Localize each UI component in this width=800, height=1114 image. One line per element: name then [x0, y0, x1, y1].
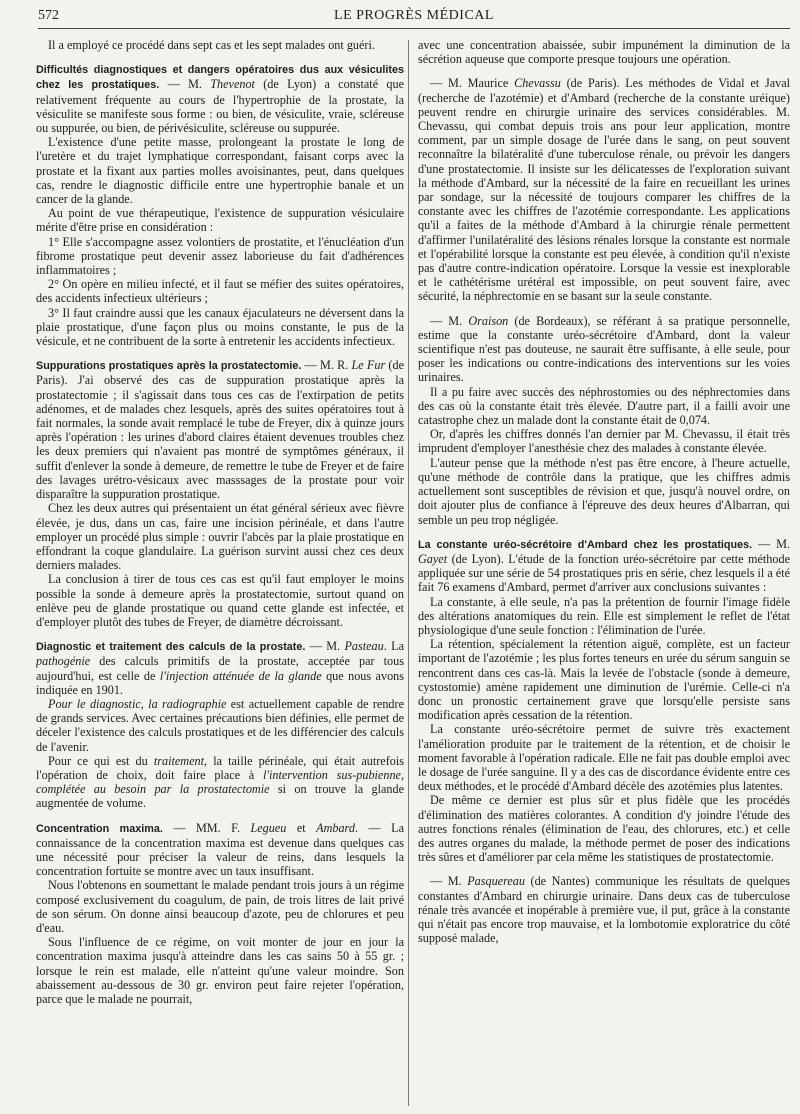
section-title: Diagnostic et traitement des calculs de la prostate.	[36, 641, 306, 654]
section-oraison	[418, 314, 790, 527]
paragraph	[418, 314, 790, 385]
dash: — M.	[752, 536, 790, 551]
author-name: Thevenot	[210, 77, 255, 92]
paragraph: L'auteur pense que la méthode n'est pas être encore, à l'heure actuelle, qu'une méthode de contrôle dans la pratique, que les chiffres admis actuellement sont susceptibles de révision et que, jusqu'à nouvel ordre, on doit ajouter plus de confiance à l'épreuve des deux heures d'Albarran, qui semble un peu trop négligée.	[418, 455, 790, 527]
paragraph: De même ce dernier est plus sûr et plus fidèle que les procédés d'élimination des matières colorantes. A condition d'y joindre l'étude des autres fonctions rénales (élimination de l'eau, des chlorures, etc.) et celle des autres organes du malade, la méthode permet de poser des indications très sûres et d'améliorer par cela même les statistiques de prostatectomie.	[418, 793, 790, 865]
section-title: Difficultés diagnostiques et dangers opératoires dus aux vésiculites chez les prostatiques.	[36, 64, 404, 92]
author-name: Legueu	[250, 820, 287, 835]
text: que nous avons indiquée en 1901.	[36, 668, 404, 697]
paragraph: Chez les deux autres qui présentaient un état général sérieux avec fièvre élevée, je dus, dans un cas, faire une incision périnéale, et dans l'autre employer un procédé plus simple : ouvrir l'abcès par la plaie prostatique en effondrant la coque glandulaire. La guérison survint aussi chez ces deux derniers malades.	[36, 501, 404, 573]
paragraph: Or, d'après les chiffres donnés l'an dernier par M. Chevassu, il était très imprudent d'employer l'anesthésie chez des malades à constante élevée.	[418, 427, 790, 456]
paragraph: La constante uréo-sécrétoire permet de suivre très exactement l'amélioration produite par le traitement de la rétention, et de choisir le moment favorable à l'opération radicale. Elle ne fait pas double emploi avec le dosage de l'urée sanguine. Il y a des cas de discordance évidente entre ces deux méthodes, et le procédé d'Ambard décèle des azotémies plus latentes.	[418, 722, 790, 794]
text: est actuellement capable de rendre de grands services. Avec certaines précautions bien définies, elle permet de déceler l'existence des calculs prostatiques et de les différencier des calculs de l'avenir.	[36, 696, 404, 754]
journal-title: LE PROGRÈS MÉDICAL	[334, 8, 494, 23]
section-concentration	[36, 821, 404, 1007]
italic-text: l'injection atténuée de la glande	[159, 668, 322, 683]
author-name: Chevassu	[514, 76, 561, 91]
italic-text: l'intervention sus-pubienne, complétée au besoin par la prostatectomie	[36, 767, 404, 797]
section-constante-prostatiques	[418, 537, 790, 865]
italic-text: traitement	[153, 753, 204, 768]
right-column	[418, 38, 790, 1110]
paragraph: L'existence d'une petite masse, prolongeant la prostate le long de l'uretère et du trajet lymphatique correspondant, faisant corps avec la prostate et la fixant aux parties molles avoisinantes, peut, dans quelques cas, rendre le diagnostic difficile entre une hypertrophie banale et un cancer de la glande.	[36, 135, 404, 207]
section-vesiculites	[36, 62, 404, 348]
italic-text: pathogénie	[36, 654, 91, 669]
text: Pour ce qui est du	[48, 753, 154, 768]
paragraph: 1° Elle s'accompagne assez volontiers de prostatite, et l'énucléation d'un fibrome prostatique peut devenir assez laborieuse du fait d'adhérences inflammatoires ;	[36, 234, 404, 278]
paragraph: Il a pu faire avec succès des néphrostomies ou des néphrectomies dans des cas où la constante était très élevée. D'autre part, il a failli avoir une catastrophe chez un malade dont la constante était de 0,074.	[418, 384, 790, 428]
paragraph: 2° On opère en milieu infecté, et il faut se méfier des suites opératoires, des accidents infectieux ultérieurs ;	[36, 277, 404, 306]
dash: — M.	[430, 313, 469, 328]
text: (de Lyon). L'étude de la fonction uréo-sécrétoire par cette méthode appliquée sur une série de 54 prostatiques pris en série, chez lesquels il a été fait 76 examens d'Ambard, permet d'arriver aux conclusions suivantes :	[418, 551, 790, 595]
section-title: Concentration maxima.	[36, 822, 163, 835]
column-divider	[408, 40, 409, 1106]
page-number: 572	[38, 8, 59, 23]
author-name: Gayet	[418, 551, 448, 566]
dash: — M.	[430, 874, 468, 889]
dash: — MM. F.	[162, 820, 251, 835]
text: et	[286, 820, 317, 835]
text: (de Paris). Les méthodes de Vidal et Javal (recherche de l'azotémie) et d'Ambard (recherche de la constante uréique) peuvent rendre en chirurgie urinaire des services considérables. M. Chevassu, qui combat depuis trois ans pour leur application, montre comment, par un simple dosage de l'urée dans le sang, on peut souvent reconnaître la bilatéralité d'une tuberculose rénale, ou prévoir les dangers d'une prostatectomie. Il insiste sur les délicatesses de l'exploration suivant la méthode d'Ambard, sur la nécessité de la faire en recueillant les urines par sondage, sur la nécessité de toujours comparer les chiffres de la constante avec les chiffres de l'azotémie correspondante. Les applications qu'il a faites de la méthode d'Ambard à la chirurgie rénale permettent d'affirmer l'unilatéralité des lésions rénales lorsque la constante est normale et l'opérabilité lorsque la constante est peu élevée, à condition qu'il n'existe pas d'autre contre-indication opératoire. Lorsque la vessie est inexplorable et le cathétérisme urétéral est impossible, on peut souvent faire, avec sécurité, la néphrectomie en se basant sur la seule constante.	[418, 76, 790, 304]
dash: — M. Maurice	[430, 76, 515, 91]
author-name: Pasteau	[344, 639, 384, 654]
section-calculs	[36, 639, 404, 810]
author-name: Le Fur	[351, 358, 386, 373]
text: (de Lyon) a constaté que relativement fréquente au cours de l'hypertrophie de la prostate, la vésiculite se manifeste sous forme : ou bien, de vésiculite, vraie, scléreuse ou suppurée, ou bien, de périvésiculite, scléreuse ou suppurée.	[36, 77, 404, 136]
author-name: Ambard	[316, 820, 355, 835]
paragraph	[418, 874, 790, 945]
left-column	[36, 38, 404, 1110]
text: , la taille périnéale, qui était autrefois l'opération de choix, doit faire place à	[36, 753, 404, 782]
paragraph: avec une concentration abaissée, subir impunément la diminution de la sécrétion aqueuse que comporte presque toujours une opération.	[418, 38, 790, 67]
section-pasquereau	[418, 874, 790, 945]
text: (de Paris). J'ai observé des cas de suppuration prostatique après la prostatectomie ; il s'agissait dans tous ces cas de l'extirpation de petits adénomes, et de malades chez lesquels, après des suites opératoires tout à fait normales, la sonde avait remplacé le tube de Freyer, dix à quinze jours après l'opération : les urines d'abord claires étaient devenues troubles chez les deux premiers qui n'avaient pas montré de symptômes généraux, il suffit d'enlever la sonde à demeure, de remettre le tube de Freyer et de faire des lavages urétro-vésicaux avec masssages de la prostate pour voir disparaître la suppuration prostatique.	[36, 358, 404, 502]
section-suppurations	[36, 358, 404, 629]
paragraph: La constante, à elle seule, n'a pas la prétention de fournir l'image fidèle des altérations anatomiques du rein. Elle est simplement le reflet de l'état physiologique d'une seule fonction : l'élimination de l'urée.	[418, 594, 790, 637]
section-title: La constante uréo-sécrétoire d'Ambard chez les prostatiques.	[418, 538, 753, 551]
paragraph: La conclusion à tirer de tous ces cas est qu'il faut employer le moins possible la sonde à demeure après la prostatectomie, surtout quand on enlève peu de glande prostatique ou quand cette glande est infectée, et d'employer plutôt des tubes de Freyer, de diamètre décroissant.	[36, 572, 404, 629]
page-header	[38, 6, 790, 29]
paragraph: La rétention, spécialement la rétention aiguë, complète, est un facteur important de l'azotémie ; les plus fortes teneurs en urée du sérum sanguin se rencontrent dans ces cas-là. Mais la levée de l'obstacle (sonde à demeure, cystostomie) amène rapidement une diminution de l'urémie. Celle-ci n'a donc un pronostic certainement grave que lorsqu'elle persiste sans modification après cessation de la rétention.	[418, 637, 790, 723]
paragraph	[36, 754, 404, 811]
paragraph: Il a employé ce procédé dans sept cas et les sept malades ont guéri.	[48, 38, 375, 52]
paragraph: 3° Il faut craindre aussi que les canaux éjaculateurs ne déversent dans la plaie prostatique, d'une façon plus ou moins constante, le pus de la vésicule, et ne contribuent de la sorte à entretenir les accidents infectieux.	[36, 305, 404, 349]
paragraph	[418, 76, 790, 303]
section-chevassu	[418, 76, 790, 303]
dash: — M.	[305, 639, 345, 654]
text: . La	[383, 639, 404, 654]
text: (de Bordeaux), se référant à sa pratique personnelle, estime que la constante uréo-sécrétoire d'Ambard, dont la valeur scientifique n'est pas douteuse, ne saurait être suffisante, à elle seule, pour poser les indications ou contre-indications des interventions sur les voies urinaires.	[418, 313, 790, 385]
text: des calculs primitifs de la prostate, acceptée par tous aujourd'hui, est celle de	[36, 654, 404, 683]
section-title: Suppurations prostatiques après la prostatectomie.	[36, 360, 302, 373]
dash: — M.	[159, 77, 211, 92]
author-name: Pasquereau	[467, 874, 525, 889]
text: (de Nantes) communique les résultats de quelques constantes d'Ambard en chirurgie urinaire. Dans deux cas de tuberculose rénale très avancée et inopérable à première vue, il put, grâce à la constante qui n'était pas encore trop mauvaise, et la lombotomie exploratrice du côté supposé malade,	[418, 874, 790, 946]
italic-text: Pour le diagnostic, la radiographie	[48, 696, 227, 711]
text: si on trouve la glande augmentée de volume.	[36, 782, 404, 811]
paragraph: Au point de vue thérapeutique, l'existence de suppuration vésiculaire mérite d'être prise en considération :	[36, 206, 404, 235]
dash: — M. R.	[301, 358, 352, 373]
author-name: Oraison	[468, 313, 509, 328]
paragraph	[36, 697, 404, 754]
paragraph: Sous l'influence de ce régime, on voit monter de jour en jour la concentration maxima jusqu'à atteindre dans les cas sains 50 à 55 gr. ; lorsque le rein est malade, elle n'atteint qu'une valeur moindre. Son abaissement au-dessous de 30 gr. environ peut faire rejeter l'opération, parce que le malade ne pourrait,	[36, 935, 404, 1006]
paragraph: Nous l'obtenons en soumettant le malade pendant trois jours à un régime composé exclusivement du coagulum, de pain, de trois litres de lait privé de son sérum. On donne ainsi beaucoup d'azote, peu de chlorures et peu d'eau.	[36, 878, 404, 935]
text: . — La connaissance de la concentration maxima est devenue dans quelques cas une nécessité pour préciser la valeur de reins, dans lesquels la concentration fortuite se montre avec un taux insuffisant.	[36, 820, 404, 879]
